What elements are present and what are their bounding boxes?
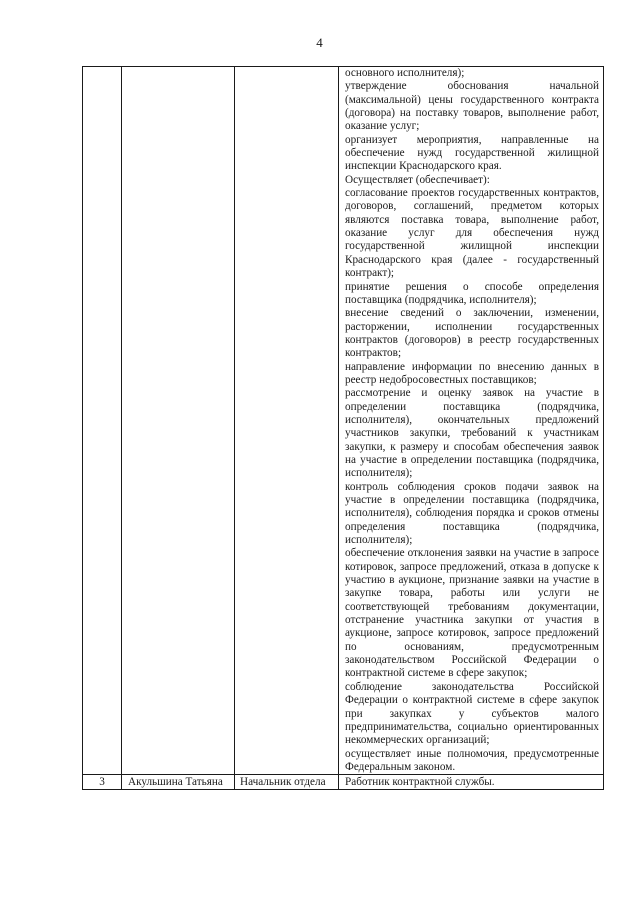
duty-paragraph: внесение сведений о заключении, изменении, расторжении, исполнении государственных контрактов (договоров) в реестр государственных контрактов; xyxy=(345,307,599,360)
table-row xyxy=(83,67,604,775)
number-cell xyxy=(83,67,122,775)
position-cell xyxy=(235,67,339,775)
duty-paragraph: обеспечение отклонения заявки на участие в запросе котировок, запросе предложений, отказа в допуске к участию в аукционе, признание заявки на участие в закупке товара, работы или услуги не соответствующей требованиям документации, отстранение участника закупки от участия в аукционе, запросе котировок, запросе предложений по основаниям, предусмотренным законодательством Российской Федерации о контрактной системе в сфере закупок; xyxy=(345,547,599,680)
duty-paragraph: согласование проектов государственных контрактов, договоров, соглашений, предметом которых являются поставка товара, выполнение работ, оказание услуг для обеспечения нужд государственной жилищной инспекции Краснодарского края (далее - государственный контракт); xyxy=(345,187,599,280)
employee-name: Акульшина Татьяна xyxy=(122,775,235,790)
duty-paragraph: Осуществляет (обеспечивает): xyxy=(345,173,490,186)
duty-paragraph: контроль соблюдения сроков подачи заявок на участие в определении поставщика (подрядчика, исполнителя), соблюдения порядка и сроков отмены определения поставщика (подрядчика, исполнителя); xyxy=(345,480,599,547)
duty-paragraph: рассмотрение и оценку заявок на участие в определении поставщика (подрядчика, исполнителя), окончательных предложений участников закупки, требований к участникам закупки, к размеру и способам обеспечения заявок на участие в определении поставщика (подрядчика, исполнителя); xyxy=(345,387,599,480)
duty-paragraph: направление информации по внесению данных в реестр недобросовестных поставщиков; xyxy=(345,360,599,386)
duties-cell xyxy=(339,67,604,775)
row-number: 3 xyxy=(83,775,122,790)
employee-position: Начальник отдела xyxy=(235,775,339,790)
duty-paragraph: осуществляет иные полномочия, предусмотренные Федеральным законом. xyxy=(345,747,599,773)
duty-paragraph: утверждение обоснования начальной (максимальной) цены государственного контракта (договора) на поставку товаров, выполнение работ, оказание услуг; xyxy=(345,80,599,133)
duty-paragraph: принятие решения о способе определения поставщика (подрядчика, исполнителя); xyxy=(345,280,599,306)
duty-paragraph: организует мероприятия, направленные на обеспечение нужд государственной жилищной инспекции Краснодарского края. xyxy=(345,133,599,173)
employee-role: Работник контрактной службы. xyxy=(339,775,604,790)
duty-paragraph: основного исполнителя); xyxy=(345,67,465,79)
duty-paragraph: соблюдение законодательства Российской Федерации о контрактной системе в сфере закупок при закупках у субъектов малого предпринимательства, социально ориентированных некоммерческих организаций; xyxy=(345,680,599,747)
page-number: 4 xyxy=(316,35,323,50)
table-row xyxy=(83,775,604,790)
staff-table xyxy=(82,66,604,790)
name-cell xyxy=(122,67,235,775)
